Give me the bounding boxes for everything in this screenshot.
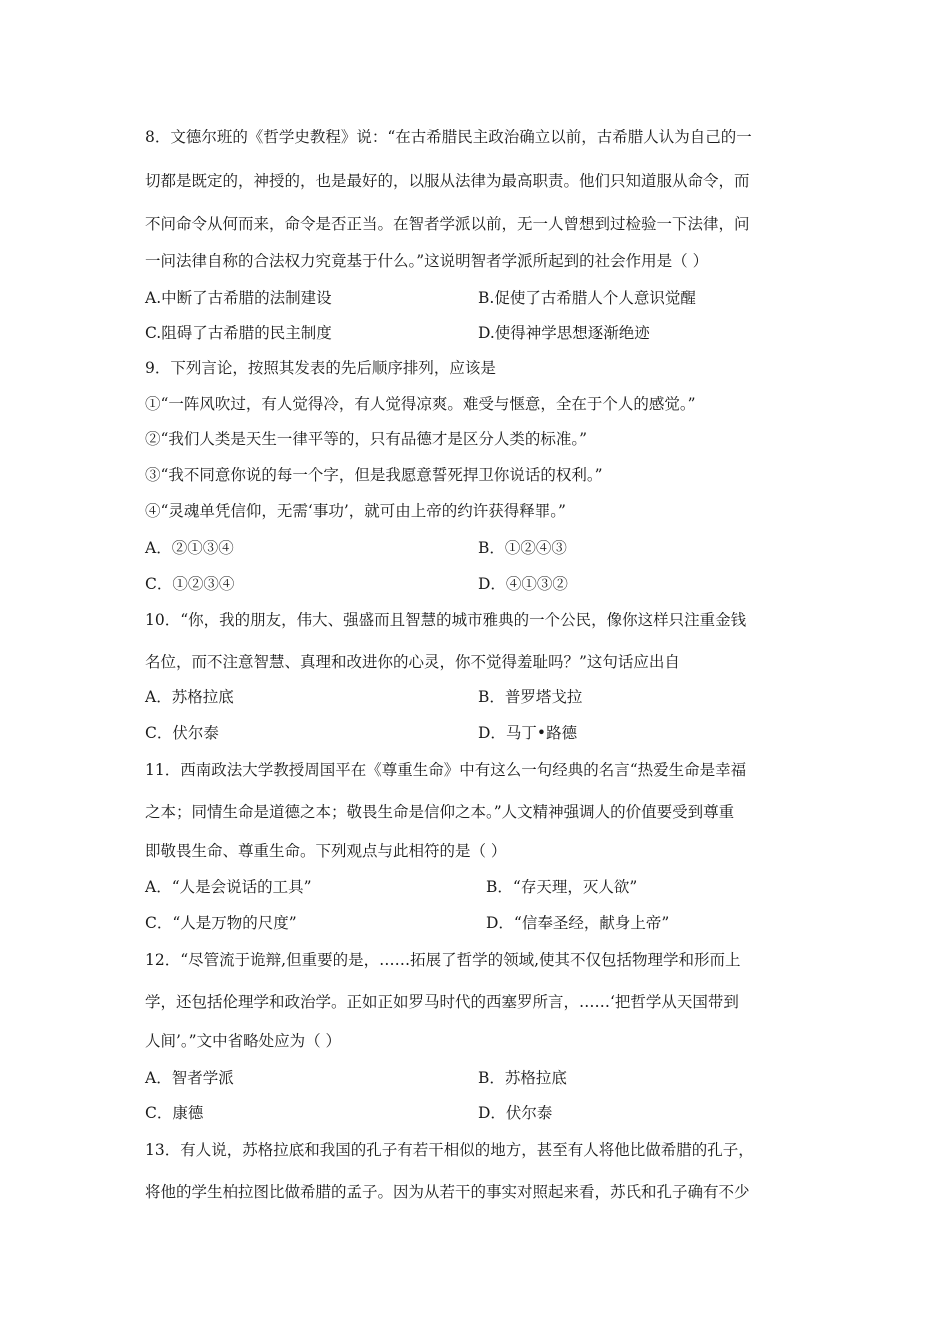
question-9-option-a: A．②①③④ [145,539,234,557]
question-12-line-3: 人间’。”文中省略处应为（ ） [145,1032,342,1050]
question-9-stem: 9．下列言论，按照其发表的先后顺序排列，应该是 [145,359,496,377]
question-9-statement-2: ②“我们人类是天生一律平等的，只有品德才是区分人类的标准。” [145,430,588,448]
question-8-line-4: 一问法律自称的合法权力究竟基于什么。”这说明智者学派所起到的社会作用是（ ） [145,252,709,270]
question-12-option-d: D．伏尔泰 [478,1104,553,1122]
question-10-option-a: A．苏格拉底 [145,688,234,706]
question-9-option-b: B．①②④③ [478,539,567,557]
question-10-option-b: B．普罗塔戈拉 [478,688,583,706]
question-12-option-b: B．苏格拉底 [478,1069,567,1087]
question-8-line-2: 切都是既定的，神授的，也是最好的，以服从法律为最高职责。他们只知道服从命令，而 [145,172,750,190]
question-8-line-3: 不问命令从何而来，命令是否正当。在智者学派以前，无一人曾想到过检验一下法律，问 [145,215,750,233]
question-8-option-b: B.促使了古希腊人个人意识觉醒 [478,289,696,307]
question-10-option-d: D．马丁•路德 [478,724,578,742]
question-10-line-1: 10．“你，我的朋友，伟大、强盛而且智慧的城市雅典的一个公民，像你这样只注重金钱 [145,611,747,629]
question-8-option-d: D.使得神学思想逐渐绝迹 [478,324,650,342]
question-12-line-1: 12．“尽管流于诡辩,但重要的是，……拓展了哲学的领域,使其不仅包括物理学和形而上 [145,951,741,969]
question-13-line-1: 13．有人说，苏格拉底和我国的孔子有若干相似的地方，甚至有人将他比做希腊的孔子， [145,1141,754,1159]
question-10-option-c: C．伏尔泰 [145,724,219,742]
question-9-option-d: D．④①③② [478,575,568,593]
question-11-option-b: B．“存天理，灭人欲” [486,878,638,896]
question-11-line-3: 即敬畏生命、尊重生命。下列观点与此相符的是（ ） [145,842,507,860]
question-8-option-c: C.阻碍了古希腊的民主制度 [145,324,332,342]
question-9-option-c: C．①②③④ [145,575,235,593]
question-9-statement-3: ③“我不同意你说的每一个字，但是我愿意誓死捍卫你说话的权利。” [145,466,603,484]
question-10-line-2: 名位，而不注意智慧、真理和改进你的心灵，你不觉得羞耻吗？”这句话应出自 [145,653,680,671]
question-12-option-a: A．智者学派 [145,1069,234,1087]
question-11-option-d: D．“信奉圣经，献身上帝” [486,914,670,932]
question-12-option-c: C．康德 [145,1104,204,1122]
question-11-option-c: C．“人是万物的尺度” [145,914,297,932]
question-9-statement-4: ④“灵魂单凭信仰，无需‘事功’，就可由上帝的约许获得释罪。” [145,502,566,520]
question-8-option-a: A.中断了古希腊的法制建设 [145,289,332,307]
question-12-line-2: 学，还包括伦理学和政治学。正如正如罗马时代的西塞罗所言，……‘把哲学从天国带到 [145,993,739,1011]
question-13-line-2: 将他的学生柏拉图比做希腊的孟子。因为从若干的事实对照起来看，苏氏和孔子确有不少 [145,1183,750,1201]
question-8-line-1: 8．文德尔班的《哲学史教程》说：“在古希腊民主政治确立以前，古希腊人认为自己的一 [145,128,752,146]
question-11-line-1: 11．西南政法大学教授周国平在《尊重生命》中有这么一句经典的名言“热爱生命是幸福 [145,761,747,779]
question-11-option-a: A．“人是会说话的工具” [145,878,312,896]
question-11-line-2: 之本；同情生命是道德之本；敬畏生命是信仰之本。”人文精神强调人的价值要受到尊重 [145,803,735,821]
question-9-statement-1: ①“一阵风吹过，有人觉得冷，有人觉得凉爽。难受与惬意，全在于个人的感觉。” [145,395,696,413]
